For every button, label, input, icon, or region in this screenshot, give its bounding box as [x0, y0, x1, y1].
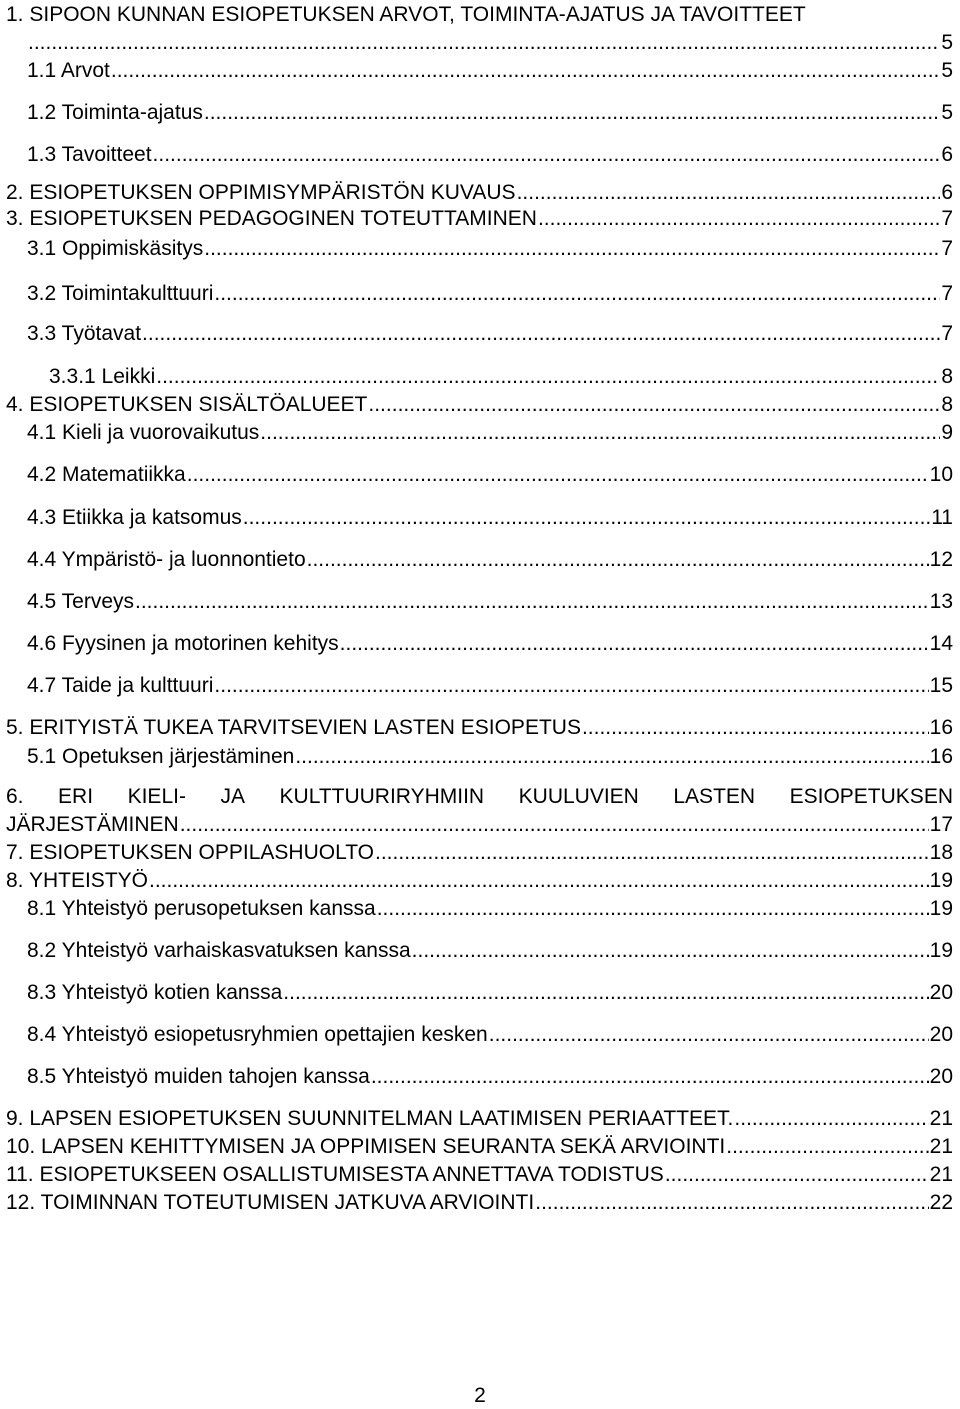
toc-leader-dots [340, 631, 929, 657]
toc-entry[interactable] [6, 840, 953, 866]
toc-entry-label: 4.2 Matematiikka [27, 463, 186, 486]
toc-entry-label: 1.2 Toiminta-ajatus [27, 101, 203, 124]
toc-leader-dots [153, 142, 941, 168]
toc-page-number: 12 [929, 548, 953, 571]
toc-leader-dots [489, 1022, 929, 1048]
toc-page-number: 19 [929, 897, 953, 920]
toc-entry[interactable] [27, 1022, 953, 1048]
toc-page-number: 7 [941, 322, 953, 345]
toc-entry-label: 1.3 Tavoitteet [27, 143, 152, 166]
toc-page-number: 5 [941, 59, 953, 82]
toc-entry-label: 4.5 Terveys [27, 590, 134, 613]
toc-entry-label: 2. ESIOPETUKSEN OPPIMISYMPÄRISTÖN KUVAUS [6, 181, 516, 204]
toc-leader-dots [734, 1106, 928, 1132]
toc-entry-1-continuation[interactable] [27, 30, 953, 56]
toc-leader-dots [517, 180, 941, 206]
toc-entry[interactable] [6, 392, 953, 418]
toc-page-number: 7 [941, 282, 953, 305]
toc-page-number: 13 [929, 590, 953, 613]
toc-page-number: 21 [929, 1107, 953, 1130]
toc-leader-dots [111, 58, 940, 84]
toc-leader-dots [204, 100, 940, 126]
toc-entry[interactable] [27, 980, 953, 1006]
toc-page-number: 7 [941, 207, 953, 230]
toc-entry[interactable] [6, 1190, 953, 1216]
toc-leader-dots [149, 868, 929, 894]
toc-leader-dots [283, 980, 928, 1006]
toc-entry[interactable] [27, 505, 953, 531]
toc-entry[interactable] [6, 1106, 953, 1132]
toc-leader-dots [538, 206, 940, 232]
toc-entry[interactable] [49, 364, 953, 390]
toc-entry-label: 3.2 Toimintakulttuuri [27, 282, 214, 305]
toc-page-number: 16 [929, 716, 953, 739]
toc-entry-label: 4.7 Taide ja kulttuuri [27, 674, 214, 697]
toc-page-number: 19 [929, 869, 953, 892]
toc-leader-dots [582, 715, 929, 741]
toc-entry-label: 5.1 Opetuksen järjestäminen [27, 745, 295, 768]
toc-entry-label: 4.3 Etiikka ja katsomus [27, 506, 242, 529]
toc-entry-label: 4.6 Fyysinen ja motorinen kehitys [27, 632, 339, 655]
toc-page-number: 9 [941, 421, 953, 444]
toc-entry[interactable] [27, 420, 953, 446]
toc-page-number: 19 [929, 939, 953, 962]
toc-page-number: 22 [929, 1191, 953, 1214]
toc-entry-label: 8.2 Yhteistyö varhaiskasvatuksen kanssa [27, 939, 411, 962]
toc-leader-dots [135, 589, 929, 615]
toc-entry-label: 3.3 Työtavat [27, 322, 142, 345]
toc-page-number: 16 [929, 745, 953, 768]
toc-page-number: 5 [941, 31, 953, 54]
toc-page-number: 20 [929, 1065, 953, 1088]
toc-leader-dots [307, 547, 929, 573]
toc-entry[interactable] [27, 1064, 953, 1090]
toc-leader-dots [204, 236, 940, 262]
toc-entry[interactable] [27, 281, 953, 307]
toc-entry[interactable] [6, 1134, 953, 1160]
toc-entry[interactable] [27, 321, 953, 347]
toc-entry[interactable] [6, 180, 953, 206]
toc-entry-6-heading[interactable]: 6. ERI KIELI- JA KULTTUURIRYHMIIN KUULUVIEN LASTEN ESIOPETUKSEN [6, 785, 953, 808]
toc-entry-label: 4.1 Kieli ja vuorovaikutus [27, 421, 260, 444]
toc-entry[interactable] [27, 236, 953, 262]
toc-page-number: 21 [929, 1163, 953, 1186]
toc-leader-dots [142, 321, 940, 347]
page-number: 2 [474, 1384, 486, 1407]
toc-leader-dots [375, 840, 929, 866]
toc-entry[interactable] [27, 896, 953, 922]
toc-entry[interactable] [6, 868, 953, 894]
toc-leader-dots [180, 812, 929, 838]
toc-page-number: 11 [931, 506, 953, 529]
toc-page-number: 10 [929, 463, 953, 486]
toc-entry-1-heading [6, 2, 953, 28]
toc-entry-6-continuation[interactable] [6, 812, 953, 838]
toc-entry-label: 5. ERITYISTÄ TUKEA TARVITSEVIEN LASTEN ESIOPETUS [6, 716, 581, 739]
toc-entry-label: 1.1 Arvot [27, 59, 110, 82]
toc-entry-label: 1. SIPOON KUNNAN ESIOPETUKSEN ARVOT, TOIMINTA-AJATUS JA TAVOITTEET [6, 3, 806, 26]
toc-entry-label: 8.5 Yhteistyö muiden tahojen kanssa [27, 1065, 370, 1088]
toc-leader-dots [214, 673, 928, 699]
toc-entry-label: 4.4 Ympäristö- ja luonnontieto [27, 548, 306, 571]
toc-entry-label: JÄRJESTÄMINEN [6, 813, 179, 836]
toc-page-number: 8 [941, 393, 953, 416]
toc-entry-label: 8.4 Yhteistyö esiopetusryhmien opettajien kesken [27, 1023, 488, 1046]
toc-leader-dots [295, 744, 928, 770]
toc-entry-label: 3.1 Oppimiskäsitys [27, 237, 204, 260]
toc-entry-label: 7. ESIOPETUKSEN OPPILASHUOLTO [6, 841, 375, 864]
toc-entry[interactable] [27, 673, 953, 699]
toc-entry[interactable] [27, 744, 953, 770]
toc-entry[interactable] [27, 589, 953, 615]
toc-leader-dots [726, 1134, 928, 1160]
toc-leader-dots [535, 1190, 928, 1216]
toc-entry[interactable] [27, 100, 953, 126]
toc-entry-label: 8.3 Yhteistyö kotien kanssa [27, 981, 283, 1004]
toc-leader-dots [28, 30, 940, 56]
toc-entry[interactable] [27, 58, 953, 84]
toc-entry-label: 4. ESIOPETUKSEN SISÄLTÖALUEET [6, 393, 368, 416]
toc-entry[interactable] [6, 206, 953, 232]
toc-entry-label: 9. LAPSEN ESIOPETUKSEN SUUNNITELMAN LAATIMISEN PERIAATTEET. [6, 1107, 734, 1130]
toc-page-number: 8 [941, 365, 953, 388]
toc-leader-dots [371, 1064, 929, 1090]
toc-page-number: 6 [941, 143, 953, 166]
toc-page-number: 15 [929, 674, 953, 697]
toc-leader-dots [156, 364, 940, 390]
toc-leader-dots [412, 938, 929, 964]
toc-leader-dots [665, 1162, 929, 1188]
toc-page-number: 20 [929, 1023, 953, 1046]
toc-entry-label: 12. TOIMINNAN TOTEUTUMISEN JATKUVA ARVIOINTI [6, 1191, 535, 1214]
toc-page-number: 7 [941, 237, 953, 260]
toc-entry[interactable] [27, 938, 953, 964]
toc-leader-dots [187, 462, 929, 488]
toc-page-number: 14 [929, 632, 953, 655]
toc-page-number: 20 [929, 981, 953, 1004]
toc-entry-label: 10. LAPSEN KEHITTYMISEN JA OPPIMISEN SEURANTA SEKÄ ARVIOINTI [6, 1135, 726, 1158]
toc-leader-dots [243, 505, 930, 531]
toc-leader-dots [377, 896, 929, 922]
toc-entry[interactable] [6, 715, 953, 741]
toc-page-number: 17 [929, 813, 953, 836]
toc-entry[interactable] [27, 142, 953, 168]
toc-page-number: 18 [929, 841, 953, 864]
toc-leader-dots [368, 392, 940, 418]
toc-page-number: 6 [941, 181, 953, 204]
toc-entry-label: 8.1 Yhteistyö perusopetuksen kanssa [27, 897, 376, 920]
toc-entry[interactable] [6, 1162, 953, 1188]
toc-entry[interactable] [27, 462, 953, 488]
toc-leader-dots [214, 281, 940, 307]
toc-entry-label: 11. ESIOPETUKSEEN OSALLISTUMISESTA ANNETTAVA TODISTUS [6, 1163, 664, 1186]
toc-entry-label: 8. YHTEISTYÖ [6, 869, 148, 892]
toc-entry[interactable] [27, 547, 953, 573]
toc-entry-label: 3. ESIOPETUKSEN PEDAGOGINEN TOTEUTTAMINEN [6, 207, 537, 230]
toc-leader-dots [260, 420, 940, 446]
toc-entry-label: 3.3.1 Leikki [49, 365, 156, 388]
toc-entry[interactable] [27, 631, 953, 657]
toc-page-number: 21 [929, 1135, 953, 1158]
toc-page-number: 5 [941, 101, 953, 124]
